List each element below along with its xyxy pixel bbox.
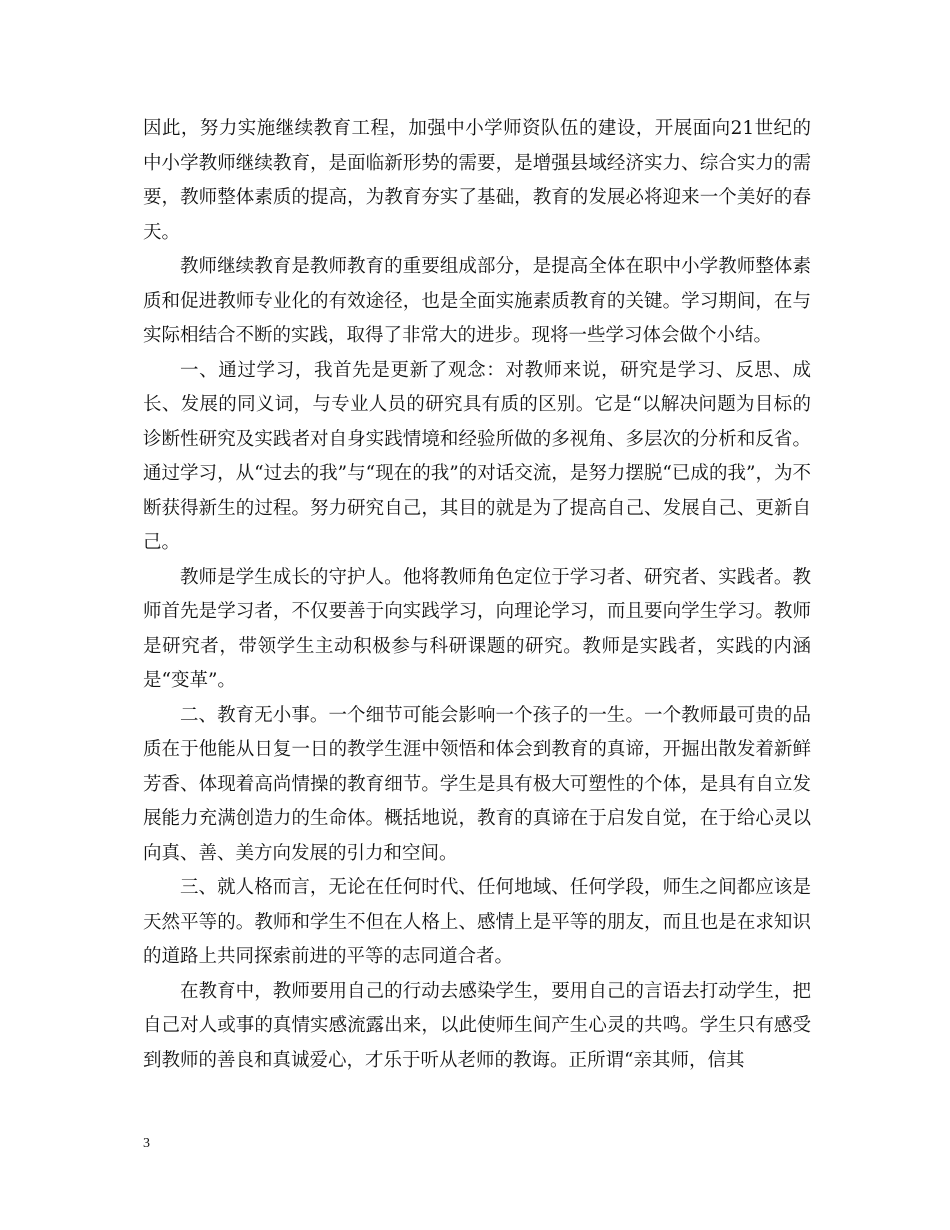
- paragraph-1: 因此，努力实施继续教育工程，加强中小学师资队伍的建设，开展面向21世纪的中小学教师继续教育，是面临新形势的需要，是增强县域经济实力、综合实力的需要，教师整体素质的提高，为教育夯实了基础，教育的发展必将迎来一个美好的春天。: [143, 118, 811, 243]
- paragraph-6: 三、就人格而言，无论在任何时代、任何地域、任何学段，师生之间都应该是天然平等的。教师和学生不但在人格上、感情上是平等的朋友，而且也是在求知识的道路上共同探索前进的平等的志同道合者。: [143, 877, 811, 967]
- document-body: [143, 112, 811, 1078]
- paragraph-7: 在教育中，教师要用自己的行动去感染学生，要用自己的言语去打动学生，把自己对人或事的真情实感流露出来，以此使师生间产生心灵的共鸣。学生只有感受到教师的善良和真诚爱心，才乐于听从老师的教诲。正所谓“亲其师，信其: [143, 980, 811, 1071]
- paragraph-2: 教师继续教育是教师教育的重要组成部分，是提高全体在职中小学教师整体素质和促进教师专业化的有效途径，也是全面实施素质教育的关键。学习期间，在与实际相结合不断的实践，取得了非常大的进步。现将一些学习体会做个小结。: [143, 256, 811, 346]
- paragraph-5: 二、教育无小事。一个细节可能会影响一个孩子的一生。一个教师最可贵的品质在于他能从日复一日的教学生涯中领悟和体会到教育的真谛，开掘出散发着新鲜芳香、体现着高尚情操的教育细节。学生是具有极大可塑性的个体，是具有自立发展能力充满创造力的生命体。概括地说，教育的真谛在于启发自觉，在于给心灵以向真、善、美方向发展的引力和空间。: [143, 704, 811, 864]
- paragraph-4: 教师是学生成长的守护人。他将教师角色定位于学习者、研究者、实践者。教师首先是学习者，不仅要善于向实践学习，向理论学习，而且要向学生学习。教师是研究者，带领学生主动积极参与科研课题的研究。教师是实践者，实践的内涵是“变革”。: [143, 566, 811, 691]
- page-number: 3: [143, 1136, 150, 1151]
- paragraph-3: 一、通过学习，我首先是更新了观念：对教师来说，研究是学习、反思、成长、发展的同义词，与专业人员的研究具有质的区别。它是“以解决问题为目标的诊断性研究及实践者对自身实践情境和经验所做的多视角、多层次的分析和反省。通过学习，从“过去的我”与“现在的我”的对话交流，是努力摆脱“已成的我”，为不断获得新生的过程。努力研究自己，其目的就是为了提高自己、发展自己、更新自己。: [143, 359, 811, 553]
